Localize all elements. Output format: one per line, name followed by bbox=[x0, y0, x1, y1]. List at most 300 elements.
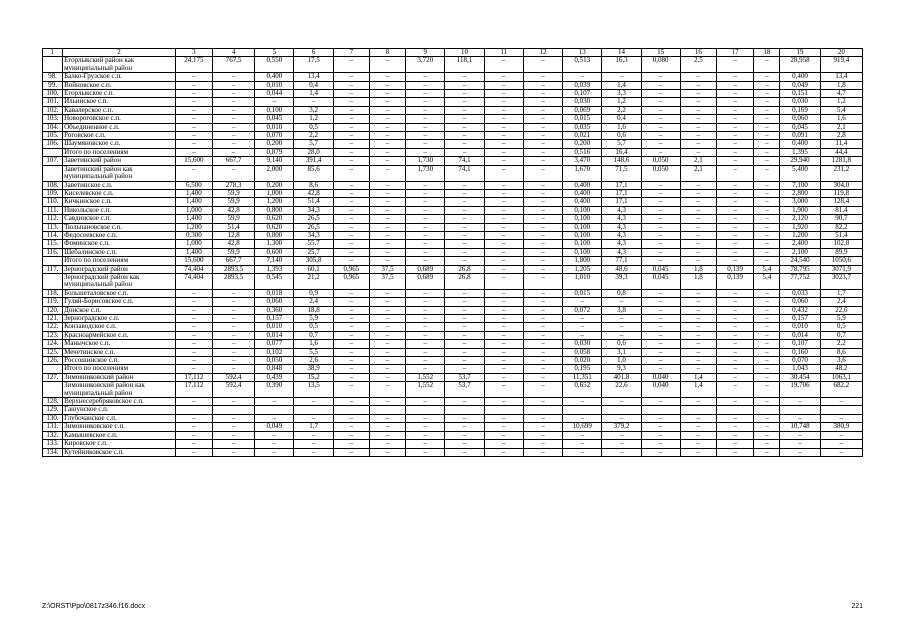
value-cell: – bbox=[369, 81, 405, 89]
value-cell: – bbox=[641, 106, 680, 114]
value-cell: – bbox=[717, 157, 754, 165]
territory-name-cell: Кутейниковское с.п. bbox=[63, 448, 176, 456]
value-cell: – bbox=[717, 73, 754, 81]
value-cell: – bbox=[680, 348, 716, 356]
value-cell: – bbox=[406, 198, 445, 206]
value-cell: – bbox=[445, 431, 484, 439]
value-cell: – bbox=[445, 198, 484, 206]
row-number-cell: 102. bbox=[43, 106, 63, 114]
value-cell: – bbox=[717, 148, 754, 156]
value-cell: 0,157 bbox=[780, 315, 820, 323]
value-cell: – bbox=[294, 431, 333, 439]
value-cell: – bbox=[754, 215, 780, 223]
value-cell bbox=[445, 406, 484, 414]
value-cell: – bbox=[717, 315, 754, 323]
value-cell: 1,920 bbox=[780, 223, 820, 231]
value-cell: – bbox=[333, 431, 369, 439]
value-cell: 0,965 bbox=[333, 273, 369, 289]
value-cell: 0,6 bbox=[602, 132, 641, 140]
value-cell: – bbox=[523, 140, 562, 148]
value-cell: – bbox=[523, 81, 562, 89]
value-cell: 2,6 bbox=[294, 357, 333, 365]
territory-name-cell: Заветинский район bbox=[63, 157, 176, 165]
value-cell: 0,7 bbox=[294, 331, 333, 339]
value-cell: – bbox=[369, 140, 405, 148]
row-number-cell: 126. bbox=[43, 357, 63, 365]
value-cell: 0,400 bbox=[780, 140, 820, 148]
value-cell: – bbox=[369, 57, 405, 73]
value-cell: – bbox=[717, 257, 754, 265]
value-cell: – bbox=[484, 365, 523, 373]
value-cell: – bbox=[406, 148, 445, 156]
value-cell: 5,400 bbox=[780, 165, 820, 181]
value-cell: – bbox=[523, 331, 562, 339]
value-cell: – bbox=[754, 140, 780, 148]
value-cell: – bbox=[680, 90, 716, 98]
value-cell: 38,9 bbox=[294, 365, 333, 373]
value-cell: – bbox=[484, 414, 523, 422]
value-cell: – bbox=[641, 423, 680, 431]
value-cell: 2,1 bbox=[680, 165, 716, 181]
value-cell: – bbox=[680, 423, 716, 431]
value-cell: 4,3 bbox=[602, 240, 641, 248]
value-cell: – bbox=[175, 123, 212, 131]
value-cell: – bbox=[754, 365, 780, 373]
value-cell: – bbox=[484, 148, 523, 156]
value-cell: – bbox=[523, 398, 562, 406]
value-cell: – bbox=[175, 298, 212, 306]
value-cell: 1,393 bbox=[255, 265, 294, 273]
row-number-cell: 118. bbox=[43, 289, 63, 297]
value-cell: 22,6 bbox=[820, 306, 862, 314]
value-cell: – bbox=[484, 73, 523, 81]
value-cell: – bbox=[175, 98, 212, 106]
value-cell: 1,552 bbox=[406, 382, 445, 398]
value-cell: – bbox=[369, 440, 405, 448]
value-cell: – bbox=[641, 198, 680, 206]
value-cell: 0,550 bbox=[255, 57, 294, 73]
value-cell: – bbox=[602, 440, 641, 448]
territory-name-cell: Россошинское с.п. bbox=[63, 357, 176, 365]
value-cell: 4,7 bbox=[820, 90, 862, 98]
value-cell: – bbox=[406, 306, 445, 314]
value-cell: – bbox=[445, 248, 484, 256]
territory-name-cell: Шаумяновское с.п. bbox=[63, 140, 176, 148]
value-cell: – bbox=[717, 440, 754, 448]
value-cell: – bbox=[563, 73, 602, 81]
value-cell: – bbox=[369, 323, 405, 331]
value-cell: – bbox=[523, 115, 562, 123]
territory-name-cell: Гашунское с.п. bbox=[63, 406, 176, 414]
value-cell: 17,1 bbox=[602, 189, 641, 197]
value-cell: – bbox=[484, 206, 523, 214]
value-cell: 3,1 bbox=[602, 348, 641, 356]
value-cell: 119,8 bbox=[820, 189, 862, 197]
value-cell: 1,400 bbox=[175, 215, 212, 223]
value-cell: – bbox=[333, 81, 369, 89]
value-cell: – bbox=[333, 382, 369, 398]
table-row bbox=[43, 231, 863, 239]
value-cell: – bbox=[445, 414, 484, 422]
value-cell: – bbox=[484, 198, 523, 206]
column-number-header: 14 bbox=[602, 49, 641, 57]
value-cell: 379,2 bbox=[602, 423, 641, 431]
value-cell: – bbox=[680, 181, 716, 189]
territory-name-cell: Егорлыкский район как муниципальный район bbox=[63, 57, 176, 73]
value-cell: – bbox=[523, 306, 562, 314]
value-cell: – bbox=[680, 148, 716, 156]
value-cell: – bbox=[369, 231, 405, 239]
row-number-cell: 109. bbox=[43, 189, 63, 197]
value-cell: – bbox=[406, 315, 445, 323]
value-cell: – bbox=[680, 248, 716, 256]
value-cell: – bbox=[406, 98, 445, 106]
value-cell: 4,3 bbox=[602, 223, 641, 231]
value-cell: – bbox=[680, 257, 716, 265]
value-cell: – bbox=[523, 440, 562, 448]
value-cell: – bbox=[523, 90, 562, 98]
value-cell: – bbox=[780, 431, 820, 439]
value-cell: 16,3 bbox=[602, 57, 641, 73]
row-number-cell bbox=[43, 273, 63, 289]
value-cell: 74,404 bbox=[175, 273, 212, 289]
value-cell: 74,1 bbox=[445, 157, 484, 165]
value-cell: – bbox=[523, 223, 562, 231]
column-number-header: 3 bbox=[175, 49, 212, 57]
value-cell: – bbox=[523, 98, 562, 106]
value-cell: – bbox=[680, 365, 716, 373]
table-row bbox=[43, 373, 863, 381]
value-cell: 18,8 bbox=[294, 306, 333, 314]
value-cell: – bbox=[602, 331, 641, 339]
value-cell: – bbox=[641, 323, 680, 331]
column-number-header: 10 bbox=[445, 49, 484, 57]
value-cell: 0,045 bbox=[255, 115, 294, 123]
data-table bbox=[42, 48, 863, 457]
value-cell: – bbox=[641, 365, 680, 373]
value-cell bbox=[175, 406, 212, 414]
value-cell: 0,8 bbox=[602, 289, 641, 297]
value-cell: 278,3 bbox=[213, 181, 255, 189]
value-cell: – bbox=[333, 132, 369, 140]
value-cell: – bbox=[213, 365, 255, 373]
footer-file-path: Z:\ORST\Ppo\0817z346.f16.docx bbox=[42, 603, 146, 610]
value-cell: 2,800 bbox=[780, 189, 820, 197]
value-cell bbox=[369, 406, 405, 414]
value-cell: 0,050 bbox=[255, 357, 294, 365]
value-cell: 22,6 bbox=[602, 382, 641, 398]
value-cell: – bbox=[406, 123, 445, 131]
value-cell: – bbox=[680, 115, 716, 123]
value-cell: 3,000 bbox=[780, 198, 820, 206]
value-cell: 391,4 bbox=[294, 157, 333, 165]
row-number-cell: 121. bbox=[43, 315, 63, 323]
value-cell: 0,4 bbox=[294, 81, 333, 89]
value-cell: – bbox=[175, 306, 212, 314]
value-cell: – bbox=[445, 98, 484, 106]
value-cell: – bbox=[445, 231, 484, 239]
value-cell: 1,000 bbox=[255, 189, 294, 197]
value-cell: 0,107 bbox=[563, 90, 602, 98]
value-cell: – bbox=[641, 331, 680, 339]
value-cell: 37,5 bbox=[369, 265, 405, 273]
value-cell: – bbox=[523, 348, 562, 356]
row-number-cell: 108. bbox=[43, 181, 63, 189]
value-cell: – bbox=[754, 240, 780, 248]
value-cell: – bbox=[523, 414, 562, 422]
table-row bbox=[43, 265, 863, 273]
territory-name-cell: Шебалинское с.п. bbox=[63, 248, 176, 256]
value-cell: 2,2 bbox=[602, 106, 641, 114]
value-cell: – bbox=[175, 289, 212, 297]
value-cell: 26,8 bbox=[445, 265, 484, 273]
territory-name-cell: Федосеевское с.п. bbox=[63, 231, 176, 239]
value-cell: – bbox=[369, 257, 405, 265]
value-cell: – bbox=[484, 257, 523, 265]
value-cell: – bbox=[333, 181, 369, 189]
value-cell: 682,2 bbox=[820, 382, 862, 398]
value-cell: – bbox=[445, 306, 484, 314]
value-cell: – bbox=[680, 132, 716, 140]
value-cell: – bbox=[213, 398, 255, 406]
row-number-cell: 101. bbox=[43, 98, 63, 106]
column-number-header: 20 bbox=[820, 49, 862, 57]
value-cell: 1,6 bbox=[294, 340, 333, 348]
value-cell: 4,3 bbox=[602, 231, 641, 239]
value-cell: – bbox=[255, 398, 294, 406]
value-cell: – bbox=[406, 414, 445, 422]
value-cell: – bbox=[333, 90, 369, 98]
value-cell: – bbox=[754, 382, 780, 398]
value-cell: – bbox=[369, 348, 405, 356]
value-cell: 0,045 bbox=[780, 123, 820, 131]
value-cell: – bbox=[175, 90, 212, 98]
value-cell: – bbox=[641, 315, 680, 323]
value-cell: – bbox=[175, 398, 212, 406]
table-row bbox=[43, 406, 863, 414]
value-cell: – bbox=[641, 123, 680, 131]
row-number-cell: 127. bbox=[43, 373, 63, 381]
value-cell: – bbox=[484, 265, 523, 273]
column-number-header: 16 bbox=[680, 49, 716, 57]
value-cell: – bbox=[369, 315, 405, 323]
value-cell: – bbox=[602, 323, 641, 331]
table-row bbox=[43, 123, 863, 131]
value-cell: – bbox=[213, 448, 255, 456]
value-cell: 1,200 bbox=[780, 231, 820, 239]
territory-name-cell: Савдинское с.п. bbox=[63, 215, 176, 223]
value-cell: – bbox=[406, 340, 445, 348]
value-cell: – bbox=[680, 431, 716, 439]
value-cell: – bbox=[680, 448, 716, 456]
territory-name-cell: Ильинское с.п. bbox=[63, 98, 176, 106]
value-cell: 0,848 bbox=[255, 365, 294, 373]
value-cell: – bbox=[255, 431, 294, 439]
value-cell: – bbox=[213, 132, 255, 140]
value-cell: – bbox=[213, 115, 255, 123]
row-number-cell: 99. bbox=[43, 81, 63, 89]
value-cell: – bbox=[406, 331, 445, 339]
row-number-cell: 123. bbox=[43, 331, 63, 339]
value-cell: – bbox=[680, 289, 716, 297]
value-cell: 42,8 bbox=[294, 189, 333, 197]
value-cell: – bbox=[445, 206, 484, 214]
value-cell: – bbox=[445, 81, 484, 89]
territory-name-cell: Глубочанское с.п. bbox=[63, 414, 176, 422]
value-cell: – bbox=[369, 357, 405, 365]
value-cell: – bbox=[484, 331, 523, 339]
value-cell: 0,400 bbox=[780, 73, 820, 81]
value-cell: – bbox=[563, 398, 602, 406]
territory-name-cell: Зимовниковский район bbox=[63, 373, 176, 381]
value-cell: – bbox=[294, 98, 333, 106]
value-cell: 380,9 bbox=[820, 423, 862, 431]
value-cell: 59,9 bbox=[213, 215, 255, 223]
value-cell: 0,432 bbox=[780, 306, 820, 314]
value-cell: – bbox=[175, 115, 212, 123]
value-cell: 0,014 bbox=[780, 331, 820, 339]
value-cell: – bbox=[333, 198, 369, 206]
column-number-header: 9 bbox=[406, 49, 445, 57]
value-cell: 7,140 bbox=[255, 257, 294, 265]
value-cell: 59,9 bbox=[213, 198, 255, 206]
value-cell: 5,4 bbox=[754, 265, 780, 273]
value-cell: 0,5 bbox=[294, 123, 333, 131]
value-cell: 5,4 bbox=[820, 106, 862, 114]
row-number-cell: 116. bbox=[43, 248, 63, 256]
value-cell: 0,070 bbox=[780, 357, 820, 365]
value-cell: – bbox=[333, 98, 369, 106]
value-cell: – bbox=[563, 323, 602, 331]
value-cell: – bbox=[445, 189, 484, 197]
value-cell: – bbox=[484, 106, 523, 114]
value-cell: – bbox=[175, 73, 212, 81]
value-cell: – bbox=[523, 181, 562, 189]
value-cell: – bbox=[333, 123, 369, 131]
value-cell: – bbox=[717, 165, 754, 181]
value-cell: – bbox=[717, 198, 754, 206]
value-cell: – bbox=[369, 248, 405, 256]
value-cell: 0,060 bbox=[780, 298, 820, 306]
row-number-cell: 104. bbox=[43, 123, 63, 131]
value-cell: – bbox=[717, 298, 754, 306]
value-cell: 10,748 bbox=[780, 423, 820, 431]
value-cell: 592,4 bbox=[213, 382, 255, 398]
value-cell: – bbox=[754, 132, 780, 140]
value-cell: – bbox=[680, 215, 716, 223]
value-cell: – bbox=[717, 248, 754, 256]
value-cell: – bbox=[484, 323, 523, 331]
value-cell: 0,050 bbox=[641, 165, 680, 181]
value-cell: 667,7 bbox=[213, 257, 255, 265]
table-row bbox=[43, 323, 863, 331]
value-cell: – bbox=[406, 215, 445, 223]
value-cell: – bbox=[369, 289, 405, 297]
value-cell: – bbox=[369, 198, 405, 206]
value-cell: 34,3 bbox=[294, 231, 333, 239]
value-cell: – bbox=[641, 81, 680, 89]
value-cell: – bbox=[523, 215, 562, 223]
value-cell: – bbox=[717, 306, 754, 314]
value-cell: 0,049 bbox=[780, 81, 820, 89]
value-cell: – bbox=[523, 189, 562, 197]
value-cell: – bbox=[680, 231, 716, 239]
value-cell: – bbox=[369, 373, 405, 381]
value-cell: – bbox=[641, 431, 680, 439]
value-cell: 0,072 bbox=[563, 306, 602, 314]
value-cell: 0,195 bbox=[563, 365, 602, 373]
value-cell: – bbox=[333, 306, 369, 314]
value-cell: 0,4 bbox=[602, 115, 641, 123]
value-cell: – bbox=[641, 257, 680, 265]
value-cell: 8,6 bbox=[294, 181, 333, 189]
value-cell: 2,120 bbox=[780, 215, 820, 223]
value-cell: 231,2 bbox=[820, 165, 862, 181]
value-cell: 0,7 bbox=[820, 331, 862, 339]
value-cell: – bbox=[754, 223, 780, 231]
value-cell: – bbox=[754, 73, 780, 81]
value-cell: 9,140 bbox=[255, 157, 294, 165]
value-cell: 0,044 bbox=[255, 90, 294, 98]
value-cell: – bbox=[369, 73, 405, 81]
row-number-cell: 130. bbox=[43, 414, 63, 422]
value-cell: – bbox=[523, 340, 562, 348]
value-cell: – bbox=[754, 57, 780, 73]
territory-name-cell: Зимовниковский район как муниципальный район bbox=[63, 382, 176, 398]
territory-name-cell: Итого по поселениям bbox=[63, 148, 176, 156]
value-cell: – bbox=[602, 315, 641, 323]
column-number-header: 4 bbox=[213, 49, 255, 57]
value-cell: – bbox=[680, 340, 716, 348]
row-number-cell: 115. bbox=[43, 240, 63, 248]
value-cell: 1,200 bbox=[175, 223, 212, 231]
value-cell: – bbox=[175, 448, 212, 456]
value-cell: – bbox=[484, 306, 523, 314]
value-cell bbox=[820, 406, 862, 414]
value-cell: – bbox=[213, 106, 255, 114]
value-cell: – bbox=[445, 215, 484, 223]
value-cell: 0,015 bbox=[563, 115, 602, 123]
value-cell: 5,4 bbox=[754, 273, 780, 289]
value-cell: 13,4 bbox=[294, 73, 333, 81]
table-row bbox=[43, 382, 863, 398]
value-cell: – bbox=[369, 106, 405, 114]
row-number-cell: 134. bbox=[43, 448, 63, 456]
value-cell: – bbox=[717, 132, 754, 140]
value-cell: – bbox=[175, 414, 212, 422]
value-cell: – bbox=[369, 365, 405, 373]
value-cell: – bbox=[717, 431, 754, 439]
territory-name-cell: Новороговское с.п. bbox=[63, 115, 176, 123]
value-cell: – bbox=[445, 181, 484, 189]
value-cell: 1,400 bbox=[175, 248, 212, 256]
table-row bbox=[43, 215, 863, 223]
table-row bbox=[43, 189, 863, 197]
value-cell: – bbox=[680, 357, 716, 365]
value-cell bbox=[717, 406, 754, 414]
value-cell: 0,100 bbox=[563, 231, 602, 239]
value-cell: – bbox=[680, 414, 716, 422]
value-cell: 1,730 bbox=[406, 157, 445, 165]
value-cell: 0,620 bbox=[255, 223, 294, 231]
value-cell: – bbox=[680, 198, 716, 206]
value-cell: 0,033 bbox=[780, 289, 820, 297]
value-cell: – bbox=[484, 189, 523, 197]
value-cell: 3,720 bbox=[406, 57, 445, 73]
value-cell: – bbox=[255, 414, 294, 422]
value-cell: 1,8 bbox=[820, 81, 862, 89]
value-cell: – bbox=[523, 123, 562, 131]
